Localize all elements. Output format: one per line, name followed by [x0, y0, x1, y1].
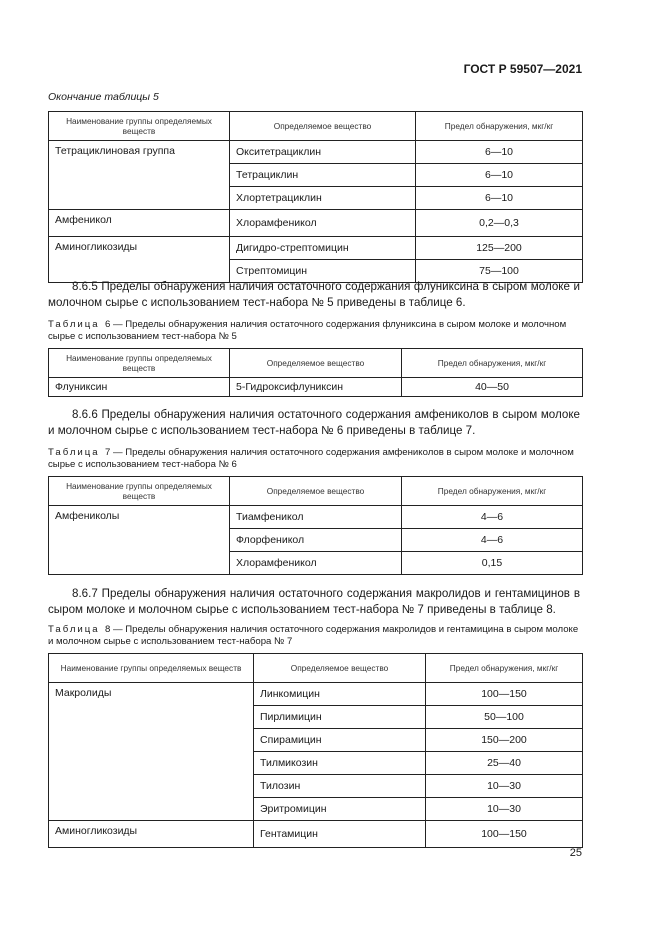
limit-cell: 50—100: [426, 706, 583, 729]
group-cell: Аминогликозиды: [49, 237, 230, 283]
limit-cell: 6—10: [416, 141, 583, 164]
table-header-row: [49, 112, 583, 141]
limit-cell: 4—6: [402, 506, 583, 529]
header-limit: Предел обнаружения, мкг/кг: [402, 349, 583, 378]
limit-cell: 4—6: [402, 529, 583, 552]
limit-cell: 6—10: [416, 164, 583, 187]
header-substance: Определяемое вещество: [230, 349, 402, 378]
group-cell: Макролиды: [49, 683, 254, 821]
table-row: [49, 237, 583, 260]
table-row: [49, 683, 583, 706]
substance-cell: Хлортетрациклин: [230, 187, 416, 210]
substance-cell: Линкомицин: [254, 683, 426, 706]
paragraph-8-6-7: 8.6.7 Пределы обнаружения наличия остаточного содержания макролидов и гентамицинов в сыром молоке и молочном сырье с использованием тест-набора № 7 приведены в таблице 8.: [48, 587, 580, 616]
substance-cell: Тетрациклин: [230, 164, 416, 187]
table-row: [49, 378, 583, 397]
substance-cell: Спирамицин: [254, 729, 426, 752]
table6-caption: [48, 319, 582, 343]
substance-cell: Тиамфеникол: [230, 506, 402, 529]
group-cell: Амфениколы: [49, 506, 230, 575]
table-caption-text: 8 — Пределы обнаружения наличия остаточного содержания макролидов и гентамицина в сыром молоке и молочном сырье с использованием тест-набора № 7: [48, 624, 579, 647]
table-row: [49, 506, 583, 529]
table-caption-text: 6 — Пределы обнаружения наличия остаточного содержания флуниксина в сыром молоке и молочном сырье с использованием тест-набора № 5: [48, 319, 567, 342]
paragraph-8-6-6: 8.6.6 Пределы обнаружения наличия остаточного содержания амфениколов в сыром молоке и молочном сырье с использованием тест-набора № 6 приведены в таблице 7.: [48, 408, 580, 437]
substance-cell: Гентамицин: [254, 821, 426, 848]
limit-cell: 6—10: [416, 187, 583, 210]
substance-cell: Стрептомицин: [230, 260, 416, 283]
table-7: [48, 476, 583, 575]
header-limit: Предел обнаружения, мкг/кг: [416, 112, 583, 141]
header-group: Наименование группы определяемых веществ: [49, 477, 230, 506]
table-label: Таблица: [48, 319, 100, 330]
substance-cell: Окситетрациклин: [230, 141, 416, 164]
substance-cell: Пирлимицин: [254, 706, 426, 729]
limit-cell: 125—200: [416, 237, 583, 260]
substance-cell: Тилмикозин: [254, 752, 426, 775]
table-header-row: [49, 349, 583, 378]
substance-cell: Флорфеникол: [230, 529, 402, 552]
table-6: [48, 348, 583, 397]
limit-cell: 150—200: [426, 729, 583, 752]
substance-cell: 5-Гидроксифлуниксин: [230, 378, 402, 397]
substance-cell: Хлорамфеникол: [230, 210, 416, 237]
limit-cell: 0,2—0,3: [416, 210, 583, 237]
limit-cell: 40—50: [402, 378, 583, 397]
substance-cell: Дигидро-стрептомицин: [230, 237, 416, 260]
limit-cell: 100—150: [426, 821, 583, 848]
table7-caption: [48, 447, 582, 471]
table-header-row: [49, 654, 583, 683]
document-id: ГОСТ Р 59507—2021: [463, 62, 582, 76]
table-label: Таблица: [48, 624, 100, 635]
header-group: Наименование группы определяемых веществ: [49, 112, 230, 141]
group-cell: Тетрациклиновая группа: [49, 141, 230, 210]
table-row: [49, 821, 583, 848]
table-5-end: [48, 111, 583, 283]
substance-cell: Тилозин: [254, 775, 426, 798]
limit-cell: 10—30: [426, 775, 583, 798]
paragraph-8-6-5: 8.6.5 Пределы обнаружения наличия остаточного содержания флуниксина в сыром молоке и молочном сырье с использованием тест-набора № 5 приведены в таблице 6.: [48, 280, 580, 309]
table-label: Таблица: [48, 447, 100, 458]
header-substance: Определяемое вещество: [230, 112, 416, 141]
limit-cell: 10—30: [426, 798, 583, 821]
table-row: [49, 210, 583, 237]
page-number: 25: [569, 847, 582, 859]
header-group: Наименование группы определяемых веществ: [49, 349, 230, 378]
limit-cell: 0,15: [402, 552, 583, 575]
table5-continuation-caption: Окончание таблицы 5: [48, 91, 159, 103]
table-8: [48, 653, 583, 848]
header-substance: Определяемое вещество: [254, 654, 426, 683]
header-substance: Определяемое вещество: [230, 477, 402, 506]
group-cell: Амфеникол: [49, 210, 230, 237]
table-caption-text: 7 — Пределы обнаружения наличия остаточного содержания амфениколов в сыром молоке и молочном сырье с использованием тест-набора № 6: [48, 447, 574, 470]
limit-cell: 100—150: [426, 683, 583, 706]
group-cell: Аминогликозиды: [49, 821, 254, 848]
header-group: Наименование группы определяемых веществ: [49, 654, 254, 683]
group-cell: Флуниксин: [49, 378, 230, 397]
table-header-row: [49, 477, 583, 506]
substance-cell: Эритромицин: [254, 798, 426, 821]
limit-cell: 75—100: [416, 260, 583, 283]
header-limit: Предел обнаружения, мкг/кг: [426, 654, 583, 683]
table8-caption: [48, 624, 582, 648]
table-row: [49, 141, 583, 164]
limit-cell: 25—40: [426, 752, 583, 775]
header-limit: Предел обнаружения, мкг/кг: [402, 477, 583, 506]
substance-cell: Хлорамфеникол: [230, 552, 402, 575]
